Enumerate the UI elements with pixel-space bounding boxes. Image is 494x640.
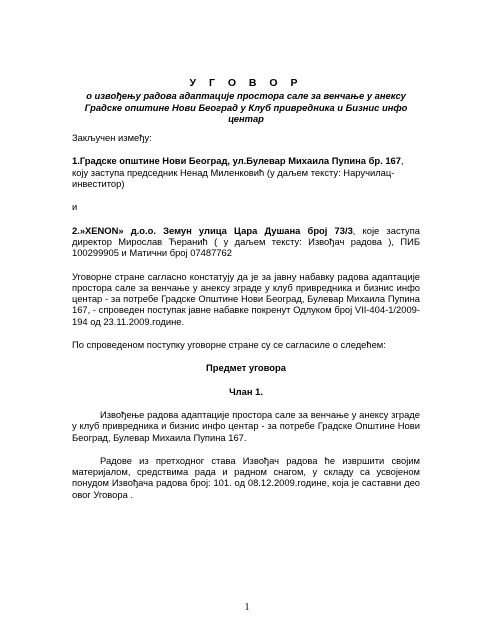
party-2-name: 2.»XENON» д.о.о. Земун улица Цара Душана број 73/3 [72,224,353,236]
document-subtitle: о извођењу радова адаптације простора сале за венчање у анексу Градске општине Нови Београд у Клуб привредника и Бизнис инфо центар [84,90,408,124]
article-heading: Члан 1. [229,385,263,397]
party-1 [72,155,420,189]
concluded-between: Закључен између: [72,132,152,144]
party-1-name: 1.Градске општине Нови Београд, ул.Булевар Михаила Пупина бр. 167 [72,155,401,167]
conjunction: и [72,201,78,213]
document-page [72,78,420,500]
party-2 [72,225,420,259]
subject-heading: Предмет уговора [206,362,286,374]
party-2-details: , које заступа директор Мирослав Ћеранић ( у даљем тексту: Извођач радова ), ПИБ 100299905 и Матични број 07487762 [72,224,421,259]
party-1-details: , коју заступа председник Ненад Миленковић (у даљем тексту: Наручилац-инвеститор) [72,155,404,190]
article-paragraph-1: Извођење радова адаптације простора сале за венчање у анексу зграде у клуб привредника и бизнис инфо центар - за потребе Градске Општине Нови Београд, Булевар Михаила Пупина 167. [72,408,420,443]
agreement-intro: По спроведеном поступку уговорне стране су се сагласиле о следећем: [72,339,386,351]
preamble-paragraph: Уговорне стране сагласно констатују да је за јавну набавку радова адаптације простора сале за венчање у анексу зграде у клуб привредника и бизнис инфо центар - за потребе Градске Општине Нови Београд, Булевар Михаила Пупина 167, - спроведен поступак јавне набавке покренут Одлуком број VII-404-1/2009-194 од 23.11.2009.године. [72,270,420,327]
document-title: У Г О В О Р [189,77,303,89]
article-paragraph-2: Радове из претходног става Извођач радова ће извршити својим материјалом, средствима рада и радном снагом, у складу са усвојеном понудом Извођача радова број: 101. од 08.12.2009.године, која је саставни део овог Уговора . [72,454,420,500]
page-number: 1 [244,602,250,613]
